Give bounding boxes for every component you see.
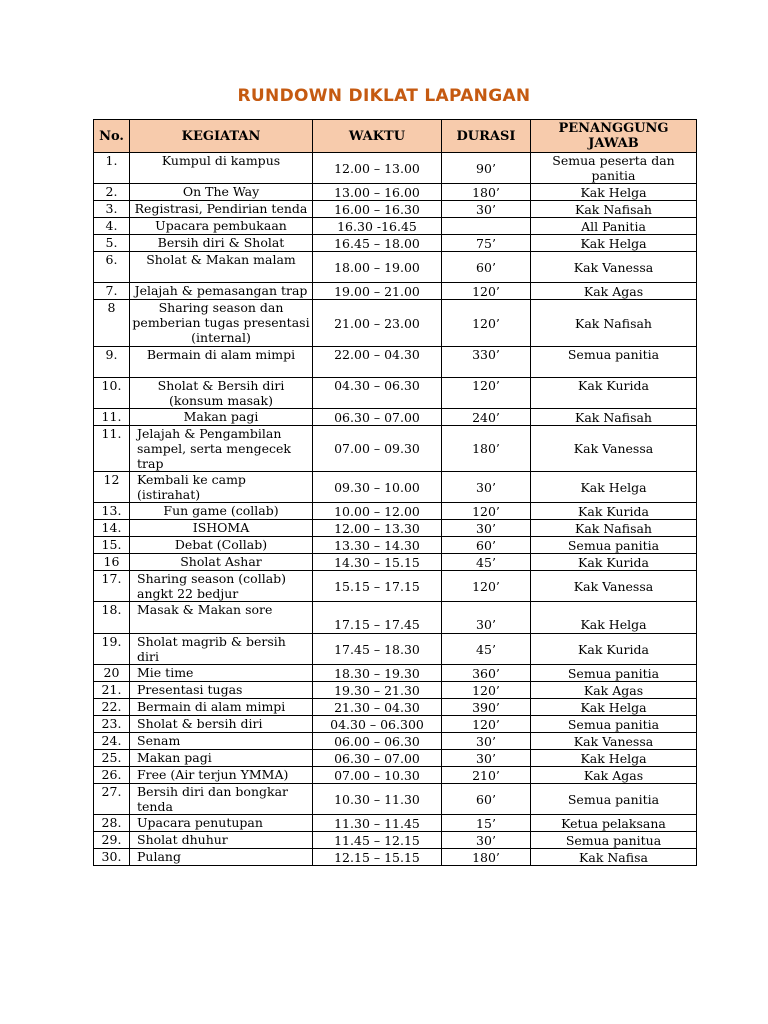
cell-durasi: 30’	[442, 733, 531, 750]
cell-waktu: 18.00 – 19.00	[313, 252, 442, 283]
cell-penanggung-jawab: Semua panitua	[531, 832, 697, 849]
table-row	[94, 750, 697, 767]
cell-durasi: 90’	[442, 153, 531, 184]
cell-no: 21.	[94, 682, 130, 699]
cell-no: 25.	[94, 750, 130, 767]
cell-waktu: 16.30 -16.45	[313, 218, 442, 235]
cell-kegiatan: Sholat dhuhur	[130, 832, 313, 849]
cell-penanggung-jawab: Kak Helga	[531, 750, 697, 767]
cell-durasi: 120’	[442, 378, 531, 409]
table-row	[94, 426, 697, 472]
cell-penanggung-jawab: Kak Vanessa	[531, 733, 697, 750]
cell-kegiatan: Sharing season (collab) angkt 22 bedjur	[130, 571, 313, 602]
cell-durasi: 120’	[442, 300, 531, 347]
table-row	[94, 665, 697, 682]
cell-waktu: 06.30 – 07.00	[313, 409, 442, 426]
cell-penanggung-jawab: Semua panitia	[531, 665, 697, 682]
table-row	[94, 201, 697, 218]
table-row	[94, 682, 697, 699]
cell-kegiatan: Presentasi tugas	[130, 682, 313, 699]
cell-waktu: 15.15 – 17.15	[313, 571, 442, 602]
cell-kegiatan: Fun game (collab)	[130, 503, 313, 520]
table-row	[94, 153, 697, 184]
cell-waktu: 10.00 – 12.00	[313, 503, 442, 520]
cell-durasi: 75’	[442, 235, 531, 252]
cell-durasi: 30’	[442, 602, 531, 634]
cell-durasi: 30’	[442, 750, 531, 767]
cell-no: 5.	[94, 235, 130, 252]
cell-no: 17.	[94, 571, 130, 602]
cell-waktu: 22.00 – 04.30	[313, 347, 442, 378]
cell-kegiatan: Registrasi, Pendirian tenda	[130, 201, 313, 218]
cell-waktu: 11.45 – 12.15	[313, 832, 442, 849]
cell-no: 18.	[94, 602, 130, 634]
cell-waktu: 12.00 – 13.00	[313, 153, 442, 184]
cell-kegiatan: Sholat & bersih diri	[130, 716, 313, 733]
cell-kegiatan: Bermain di alam mimpi	[130, 347, 313, 378]
header-durasi: DURASI	[442, 120, 531, 153]
cell-waktu: 21.30 – 04.30	[313, 699, 442, 716]
cell-no: 15.	[94, 537, 130, 554]
cell-kegiatan: Upacara penutupan	[130, 815, 313, 832]
table-row	[94, 571, 697, 602]
table-row	[94, 699, 697, 716]
cell-kegiatan: Sholat & Makan malam	[130, 252, 313, 283]
cell-kegiatan: Sholat & Bersih diri (konsum masak)	[130, 378, 313, 409]
cell-penanggung-jawab: Kak Agas	[531, 767, 697, 784]
cell-penanggung-jawab: Kak Nafisah	[531, 201, 697, 218]
cell-no: 14.	[94, 520, 130, 537]
cell-durasi: 120’	[442, 283, 531, 300]
cell-no: 28.	[94, 815, 130, 832]
cell-durasi: 180’	[442, 426, 531, 472]
cell-durasi: 45’	[442, 634, 531, 665]
cell-penanggung-jawab: Kak Nafisah	[531, 409, 697, 426]
cell-kegiatan: Upacara pembukaan	[130, 218, 313, 235]
cell-durasi: 180’	[442, 849, 531, 866]
cell-durasi: 45’	[442, 554, 531, 571]
cell-no: 11.	[94, 409, 130, 426]
table-row	[94, 716, 697, 733]
cell-durasi: 120’	[442, 716, 531, 733]
cell-durasi: 330’	[442, 347, 531, 378]
cell-waktu: 14.30 – 15.15	[313, 554, 442, 571]
cell-kegiatan: Free (Air terjun YMMA)	[130, 767, 313, 784]
cell-waktu: 21.00 – 23.00	[313, 300, 442, 347]
cell-waktu: 06.30 – 07.00	[313, 750, 442, 767]
table-row	[94, 767, 697, 784]
cell-no: 23.	[94, 716, 130, 733]
cell-kegiatan: Sholat magrib & bersih diri	[130, 634, 313, 665]
cell-penanggung-jawab: Kak Agas	[531, 283, 697, 300]
cell-no: 11.	[94, 426, 130, 472]
cell-penanggung-jawab: Kak Nafisah	[531, 300, 697, 347]
table-row	[94, 520, 697, 537]
table-row	[94, 784, 697, 815]
cell-durasi: 210’	[442, 767, 531, 784]
table-row	[94, 554, 697, 571]
cell-kegiatan: Makan pagi	[130, 409, 313, 426]
cell-penanggung-jawab: Kak Agas	[531, 682, 697, 699]
cell-penanggung-jawab: Kak Helga	[531, 472, 697, 503]
cell-waktu: 10.30 – 11.30	[313, 784, 442, 815]
cell-penanggung-jawab: Semua panitia	[531, 784, 697, 815]
cell-kegiatan: Kembali ke camp (istirahat)	[130, 472, 313, 503]
header-kegiatan: KEGIATAN	[130, 120, 313, 153]
cell-kegiatan: On The Way	[130, 184, 313, 201]
cell-kegiatan: Jelajah & pemasangan trap	[130, 283, 313, 300]
table-row	[94, 602, 697, 634]
cell-no: 24.	[94, 733, 130, 750]
cell-penanggung-jawab: Kak Kurida	[531, 554, 697, 571]
table-row	[94, 184, 697, 201]
table-row	[94, 832, 697, 849]
cell-waktu: 09.30 – 10.00	[313, 472, 442, 503]
table-row	[94, 815, 697, 832]
cell-durasi: 240’	[442, 409, 531, 426]
table-row	[94, 300, 697, 347]
cell-no: 19.	[94, 634, 130, 665]
cell-kegiatan: Mie time	[130, 665, 313, 682]
table-row	[94, 849, 697, 866]
cell-no: 4.	[94, 218, 130, 235]
cell-waktu: 12.00 – 13.30	[313, 520, 442, 537]
cell-kegiatan: Debat (Collab)	[130, 537, 313, 554]
rundown-table	[93, 119, 697, 866]
cell-kegiatan: Sharing season dan pemberian tugas presentasi (internal)	[130, 300, 313, 347]
cell-kegiatan: Sholat Ashar	[130, 554, 313, 571]
cell-penanggung-jawab: Kak Vanessa	[531, 252, 697, 283]
cell-penanggung-jawab: Semua panitia	[531, 537, 697, 554]
cell-penanggung-jawab: Kak Kurida	[531, 503, 697, 520]
cell-penanggung-jawab: Kak Helga	[531, 184, 697, 201]
cell-kegiatan: Makan pagi	[130, 750, 313, 767]
cell-waktu: 13.30 – 14.30	[313, 537, 442, 554]
cell-penanggung-jawab: All Panitia	[531, 218, 697, 235]
cell-durasi: 30’	[442, 201, 531, 218]
cell-no: 20	[94, 665, 130, 682]
cell-penanggung-jawab: Kak Helga	[531, 699, 697, 716]
cell-no: 22.	[94, 699, 130, 716]
cell-no: 8	[94, 300, 130, 347]
table-row	[94, 634, 697, 665]
cell-durasi: 15’	[442, 815, 531, 832]
cell-no: 27.	[94, 784, 130, 815]
cell-no: 12	[94, 472, 130, 503]
cell-no: 6.	[94, 252, 130, 283]
cell-kegiatan: ISHOMA	[130, 520, 313, 537]
cell-waktu: 19.30 – 21.30	[313, 682, 442, 699]
cell-durasi: 120’	[442, 682, 531, 699]
cell-kegiatan: Pulang	[130, 849, 313, 866]
table-row	[94, 733, 697, 750]
cell-penanggung-jawab: Kak Nafisa	[531, 849, 697, 866]
cell-waktu: 06.00 – 06.30	[313, 733, 442, 750]
cell-kegiatan: Masak & Makan sore	[130, 602, 313, 634]
cell-no: 10.	[94, 378, 130, 409]
cell-no: 1.	[94, 153, 130, 184]
cell-kegiatan: Jelajah & Pengambilan sampel, serta mengecek trap	[130, 426, 313, 472]
page-title: RUNDOWN DIKLAT LAPANGAN	[237, 86, 531, 106]
cell-waktu: 07.00 – 09.30	[313, 426, 442, 472]
cell-penanggung-jawab: Kak Kurida	[531, 378, 697, 409]
cell-kegiatan: Bersih diri & Sholat	[130, 235, 313, 252]
table-row	[94, 409, 697, 426]
table-row	[94, 252, 697, 283]
cell-waktu: 18.30 – 19.30	[313, 665, 442, 682]
cell-penanggung-jawab: Kak Nafisah	[531, 520, 697, 537]
cell-durasi: 390’	[442, 699, 531, 716]
cell-penanggung-jawab: Kak Vanessa	[531, 426, 697, 472]
cell-waktu: 04.30 – 06.300	[313, 716, 442, 733]
cell-durasi: 60’	[442, 784, 531, 815]
cell-waktu: 04.30 – 06.30	[313, 378, 442, 409]
cell-durasi: 360’	[442, 665, 531, 682]
header-penanggung-jawab: PENANGGUNG JAWAB	[531, 120, 697, 153]
cell-durasi: 180’	[442, 184, 531, 201]
cell-no: 30.	[94, 849, 130, 866]
cell-waktu: 13.00 – 16.00	[313, 184, 442, 201]
cell-kegiatan: Senam	[130, 733, 313, 750]
cell-durasi: 30’	[442, 520, 531, 537]
table-header-row	[94, 120, 697, 153]
table-row	[94, 472, 697, 503]
header-no: No.	[94, 120, 130, 153]
cell-waktu: 16.00 – 16.30	[313, 201, 442, 218]
cell-durasi	[442, 218, 531, 235]
cell-waktu: 12.15 – 15.15	[313, 849, 442, 866]
cell-waktu: 17.15 – 17.45	[313, 602, 442, 634]
cell-penanggung-jawab: Ketua pelaksana	[531, 815, 697, 832]
cell-penanggung-jawab: Kak Helga	[531, 235, 697, 252]
table-row	[94, 347, 697, 378]
cell-kegiatan: Bermain di alam mimpi	[130, 699, 313, 716]
cell-no: 7.	[94, 283, 130, 300]
cell-durasi: 30’	[442, 472, 531, 503]
cell-no: 3.	[94, 201, 130, 218]
table-row	[94, 537, 697, 554]
cell-no: 26.	[94, 767, 130, 784]
cell-waktu: 16.45 – 18.00	[313, 235, 442, 252]
cell-waktu: 19.00 – 21.00	[313, 283, 442, 300]
cell-durasi: 60’	[442, 252, 531, 283]
cell-durasi: 120’	[442, 571, 531, 602]
cell-penanggung-jawab: Kak Vanessa	[531, 571, 697, 602]
cell-waktu: 07.00 – 10.30	[313, 767, 442, 784]
cell-penanggung-jawab: Kak Kurida	[531, 634, 697, 665]
cell-penanggung-jawab: Kak Helga	[531, 602, 697, 634]
header-waktu: WAKTU	[313, 120, 442, 153]
cell-waktu: 17.45 – 18.30	[313, 634, 442, 665]
cell-penanggung-jawab: Semua panitia	[531, 347, 697, 378]
cell-durasi: 60’	[442, 537, 531, 554]
table-row	[94, 218, 697, 235]
table-row	[94, 283, 697, 300]
cell-durasi: 30’	[442, 832, 531, 849]
cell-no: 9.	[94, 347, 130, 378]
cell-kegiatan: Kumpul di kampus	[130, 153, 313, 184]
cell-no: 2.	[94, 184, 130, 201]
table-row	[94, 503, 697, 520]
cell-no: 16	[94, 554, 130, 571]
cell-penanggung-jawab: Semua panitia	[531, 716, 697, 733]
table-row	[94, 378, 697, 409]
cell-no: 13.	[94, 503, 130, 520]
cell-no: 29.	[94, 832, 130, 849]
cell-durasi: 120’	[442, 503, 531, 520]
cell-waktu: 11.30 – 11.45	[313, 815, 442, 832]
cell-penanggung-jawab: Semua peserta dan panitia	[531, 153, 697, 184]
table-row	[94, 235, 697, 252]
cell-kegiatan: Bersih diri dan bongkar tenda	[130, 784, 313, 815]
